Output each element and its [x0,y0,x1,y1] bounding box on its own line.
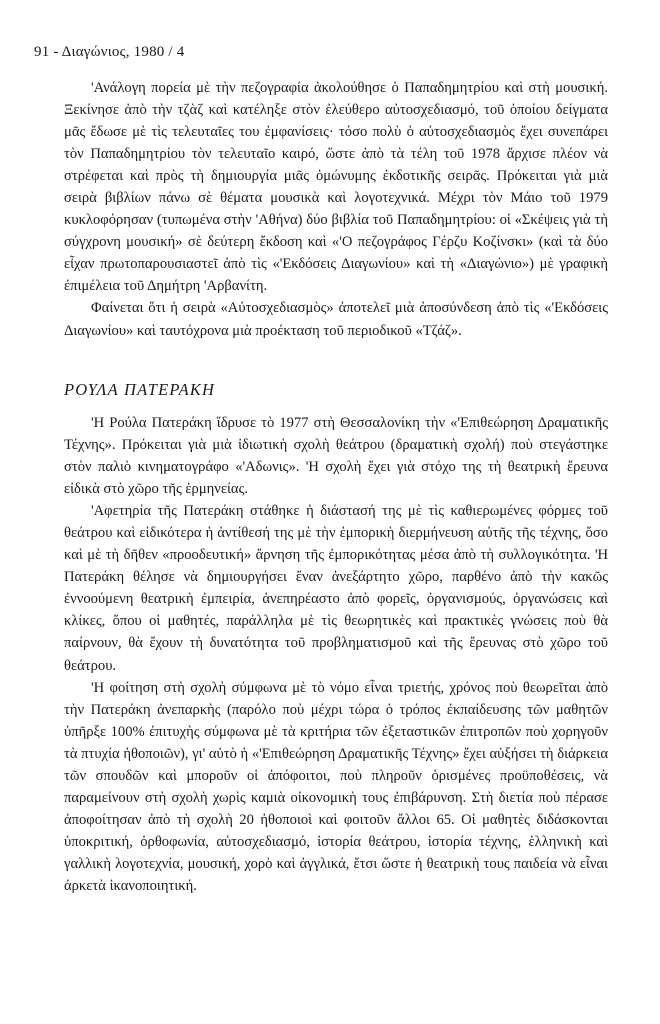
paragraph: 'Αφετηρία τῆς Πατεράκη στάθηκε ἡ διάστασή της μὲ τὶς καθιερωμένες φόρμες τοῦ θεάτρου καὶ εἰδικότερα ἡ ἀντίθεσή της μὲ τὴν ἐμπορικὴ διερμήνευση αὐτῆς τῆς τέχνης, ὅσο καὶ μὲ τὴ δῆθεν «προοδευτική» ἄρνηση τῆς ἐμπορικότητας μέσα ἀπὸ τὴ συλλογικότητα. 'Η Πατεράκη θέλησε νὰ δημιουργήσει ἕναν ἀνεξάρτητο χῶρο, παρθένο ἀπὸ τὴν κακῶς ἐννοούμενη θεατρικὴ ἐμπειρία, ἀνεπηρέαστο ἀπὸ φορεῖς, ὀργανισμούς, ὀργανώσεις καὶ κλίκες, ὅπου οἱ μαθητές, παράλληλα μὲ τὶς θεωρητικὲς καὶ πρακτικὲς γνώσεις ποὺ θὰ παίρνουν, θὰ ἔχουν τὴ δυνατότητα τοῦ προβληματισμοῦ καὶ τῆς ἔρευνας στὸ χῶρο τοῦ θεάτρου. [64,503,608,674]
running-header: 91 - Διαγώνιος, 1980 / 4 [34,44,185,60]
paragraph: Φαίνεται ὅτι ἡ σειρὰ «Αὐτοσχεδιασμὸς» ἀποτελεῖ μιὰ ἀποσύνδεση ἀπὸ τὶς «'Εκδόσεις Διαγωνίου» καὶ ταυτόχρονα μιὰ προέκταση τοῦ περιοδικοῦ «Τζάζ». [64,300,608,339]
section-continued-text [64,77,608,342]
paragraph: 'Ανάλογη πορεία μὲ τὴν πεζογραφία ἀκολούθησε ὁ Παπαδημητρίου καὶ στὴ μουσική. Ξεκίνησε ἀπὸ τὴν τζὰζ καὶ κατέληξε στὸν ἐλεύθερο αὐτοσχεδιασμό, τοῦ ὁποίου δείγματα μᾶς ἔδωσε μὲ τὶς τελευταῖες του ἐμφανίσεις· τόσο πολὺ ὁ αὐτοσχεδιασμὸς ἔχει συνεπάρει τὸν Παπαδημητρίου τὸν τελευταῖο καιρό, ὥστε ἀπὸ τὰ τέλη τοῦ 1978 ἄρχισε πλέον νὰ στρέφεται καὶ πρὸς τὴ δημιουργία μιᾶς ὁμώνυμης ἐκδοτικῆς σειρᾶς. Πρόκειται γιὰ μιὰ σειρὰ βιβλίων πάνω σὲ θέματα μουσικὰ καὶ λογοτεχνικά. Μέχρι τὸν Μάιο τοῦ 1979 κυκλοφόρησαν (τυπωμένα στὴν 'Αθήνα) δύο βιβλία τοῦ Παπαδημητρίου: οἱ «Σκέψεις γιὰ τὴ σύγχρονη μουσική» σὲ δεύτερη ἔκδοση καὶ «'Ο πεζογράφος Γέρζυ Κοζίνσκι» (καὶ τὰ δύο εἶχαν πρωτοπαρουσιαστεῖ ἀπὸ τὶς «'Εκδόσεις Διαγωνίου» καὶ τὴ «Διαγώνιο») μὲ γραφικὴ ἐπιμέλεια τοῦ Δημήτρη 'Αρβανίτη. [64,80,608,295]
section-body [64,412,608,897]
paragraph: 'Η φοίτηση στὴ σχολὴ σύμφωνα μὲ τὸ νόμο εἶναι τριετής, χρόνος ποὺ θεωρεῖται ἀπὸ τὴν Πατεράκη ἀνεπαρκὴς (παρόλο ποὺ μέχρι τώρα ὁ τρόπος ἐκπαίδευσης τῶν μαθητῶν ὑπῆρξε 100% ἐπιτυχὴς σύμφωνα μὲ τὰ κριτήρια τῶν ἐξεταστικῶν ἐπιτροπῶν ποὺ χορηγοῦν τὰ πτυχία ἠθοποιῶν), γι' αὐτὸ ἡ «'Επιθεώρηση Δραματικῆς Τέχνης» ἔχει αὐξήσει τὴ διάρκεια τῶν σπουδῶν καὶ μποροῦν οἱ ἀπόφοιτοι, ποὺ πληροῦν ὁρισμένες προϋποθέσεις, νὰ παραμείνουν στὴ σχολὴ χωρὶς καμιὰ οἰκονομικὴ τους ἐπιβάρυνση. Στὴ διετία ποὺ πέρασε ἀποφοίτησαν ἀπὸ τὴ σχολὴ 20 ἠθοποιοὶ καὶ φοιτοῦν ἄλλοι 65. Οἱ μαθητὲς διδάσκονται ὑποκριτική, ὀρθοφωνία, αὐτοσχεδιασμό, ἱστορία θεάτρου, ἱστορία τέχνης, ἑλληνικὴ καὶ γαλλικὴ λογοτεχνία, μουσική, χορὸ καὶ ἀγγλικά, ἔτσι ὥστε ἡ θεατρικὴ τους παιδεία νὰ εἶναι ἀρκετὰ ἱκανοποιητική. [64,679,608,894]
section-heading: ΡΟΥΛΑ ΠΑΤΕΡΑΚΗ [64,380,216,399]
paragraph: 'Η Ρούλα Πατεράκη ἵδρυσε τὸ 1977 στὴ Θεσσαλονίκη τὴν «'Επιθεώρηση Δραματικῆς Τέχνης». Πρόκειται γιὰ μιὰ ἰδιωτικὴ σχολὴ θεάτρου (δραματικὴ σχολή) ποὺ στεγάστηκε στὸν παλιὸ κινηματογράφο «'Αδωνις». 'Η σχολὴ ἔχει γιὰ στόχο της τὴ θεατρικὴ ἔρευνα εἰδικὰ στὸ χῶρο τῆς ἑρμηνείας. [64,415,608,498]
